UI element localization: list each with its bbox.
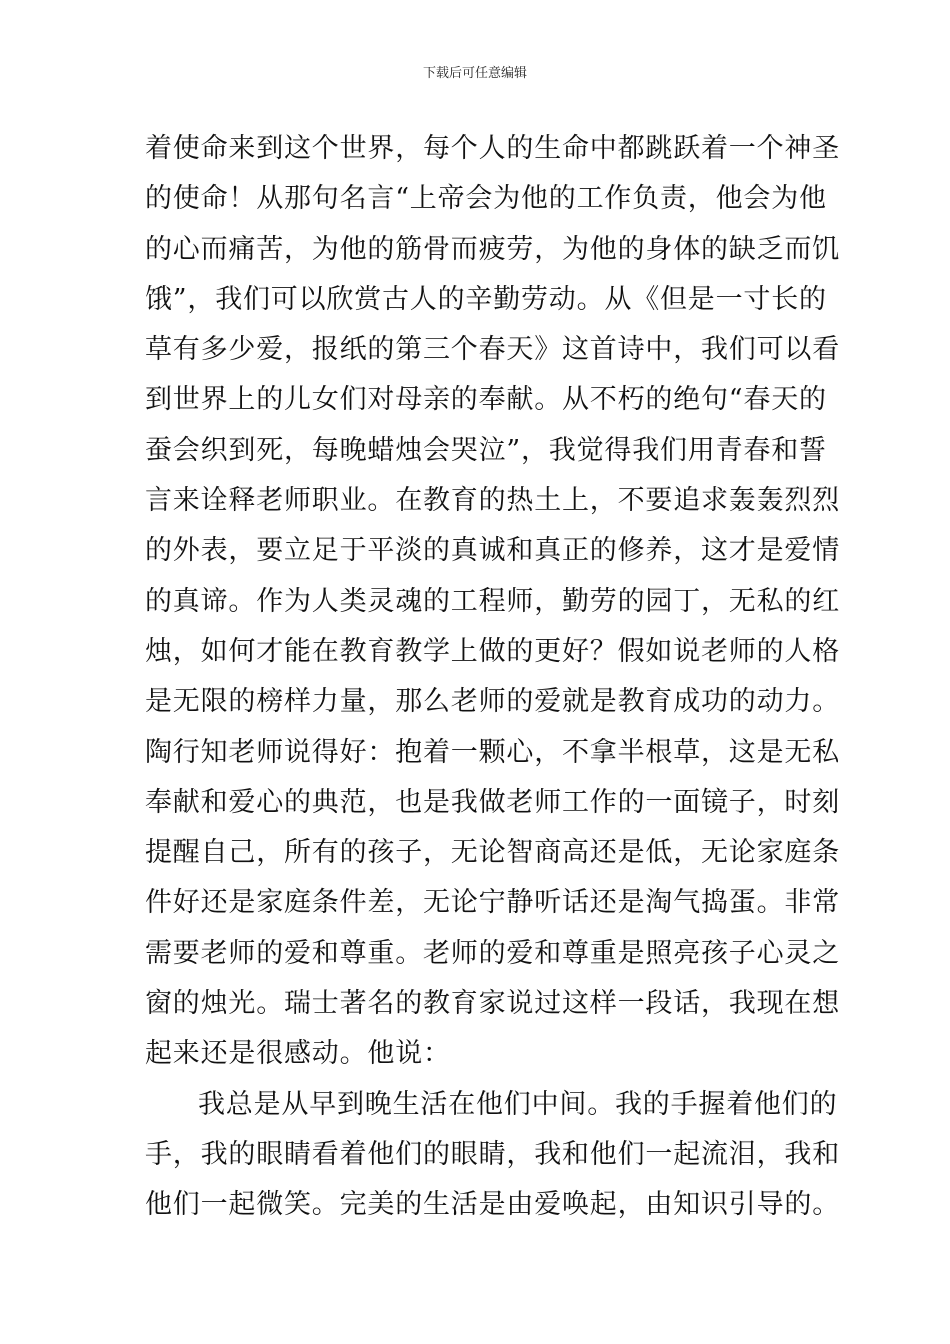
text-line: 饿”，我们可以欣赏古人的辛勤劳动。从《但是一寸长的 <box>145 283 827 315</box>
text-line: 的心而痛苦，为他的筋骨而疲劳，为他的身体的缺乏而饥 <box>145 233 840 265</box>
text-line: 提醒自己，所有的孩子，无论智商高还是低，无论家庭条 <box>145 837 840 869</box>
text-line: 烛，如何才能在教育教学上做的更好？假如说老师的人格 <box>145 635 840 667</box>
document-body <box>145 124 840 1231</box>
text-line: 窗的烛光。瑞士著名的教育家说过这样一段话，我现在想 <box>145 988 840 1020</box>
page-header: 下载后可任意编辑 <box>422 66 527 81</box>
text-line-paragraph-start: 我总是从早到晚生活在他们中间。我的手握着他们的 <box>198 1088 838 1120</box>
text-line: 起来还是很感动。他说： <box>145 1038 451 1070</box>
text-line: 草有多少爱，报纸的第三个春天》这首诗中，我们可以看 <box>145 334 840 366</box>
text-line: 件好还是家庭条件差，无论宁静听话还是淘气捣蛋。非常 <box>145 887 840 919</box>
text-line: 他们一起微笑。完美的生活是由爱唤起，由知识引导的。 <box>145 1189 840 1221</box>
text-line: 的真谛。作为人类灵魂的工程师，勤劳的园丁，无私的红 <box>145 585 840 617</box>
text-line: 需要老师的爱和尊重。老师的爱和尊重是照亮孩子心灵之 <box>145 937 840 969</box>
text-line: 陶行知老师说得好：抱着一颗心，不拿半根草，这是无私 <box>145 736 840 768</box>
text-line: 手，我的眼睛看着他们的眼睛，我和他们一起流泪，我和 <box>145 1138 840 1170</box>
text-line: 蚕会织到死，每晚蜡烛会哭泣”，我觉得我们用青春和誓 <box>145 434 827 466</box>
text-line: 到世界上的儿女们对母亲的奉献。从不朽的绝句“春天的 <box>145 384 827 416</box>
text-line: 着使命来到这个世界，每个人的生命中都跳跃着一个神圣 <box>145 133 840 164</box>
text-line: 是无限的榜样力量，那么老师的爱就是教育成功的动力。 <box>145 686 840 718</box>
text-line: 的外表，要立足于平淡的真诚和真正的修养，这才是爱情 <box>145 535 840 567</box>
text-line: 言来诠释老师职业。在教育的热土上，不要追求轰轰烈烈 <box>145 485 840 517</box>
text-line: 奉献和爱心的典范，也是我做老师工作的一面镜子，时刻 <box>145 786 840 818</box>
text-line: 的使命！从那句名言“上帝会为他的工作负责，他会为他 <box>145 183 827 215</box>
